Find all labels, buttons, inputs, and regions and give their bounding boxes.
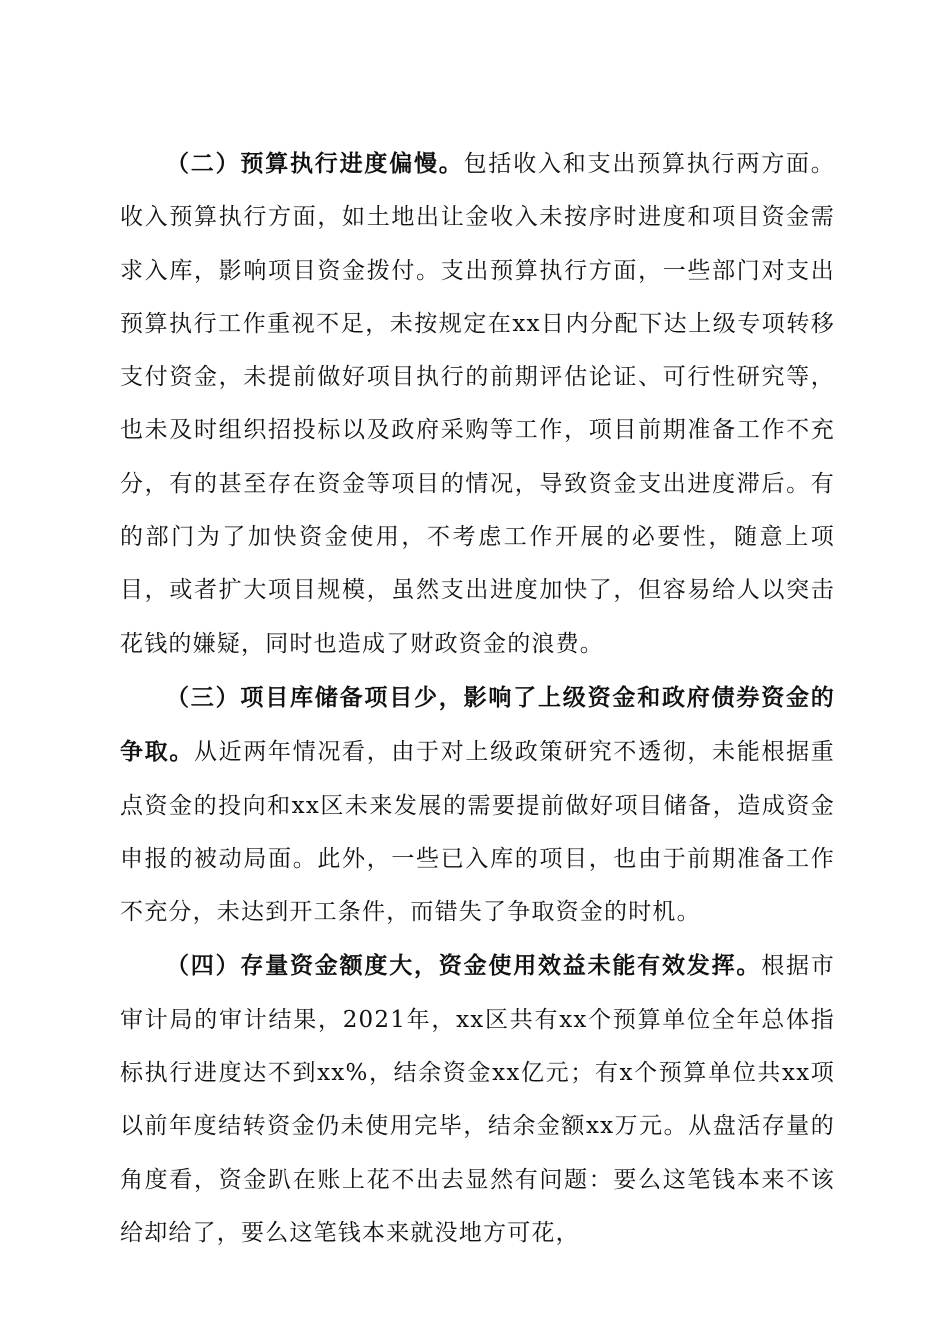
paragraph-text: 包括收入和支出预算执行两方面。收入预算执行方面，如土地出让金收入未按序时进度和项目资金需求入库，影响项目资金拨付。支出预算执行方面，一些部门对支出预算执行工作重视不足，未按规定在xx日内分配下达上级专项转移支付资金，未提前做好项目执行的前期评估论证、可行性研究等，也未及时组织招投标以及政府采购等工作，项目前期准备工作不充分，有的甚至存在资金等项目的情况，导致资金支出进度滞后。有的部门为了加快资金使用，不考虑工作开展的必要性，随意上项目，或者扩大项目规模，虽然支出进度加快了，但容易给人以突击花钱的嫌疑，同时也造成了财政资金的浪费。 <box>120 151 836 657</box>
document-body <box>120 137 835 1260</box>
paragraph-budget-execution <box>120 137 835 671</box>
paragraph-project-reserve <box>120 671 835 939</box>
paragraph-text: 根据市审计局的审计结果，2021年，xx区共有xx个预算单位全年总体指标执行进度达不到xx%，结余资金xx亿元；有x个预算单位共xx项以前年度结转资金仍未使用完毕，结余金额xx万元。从盘活存量的角度看，资金趴在账上花不出去显然有问题：要么这笔钱本来不该给却给了，要么这笔钱本来就没地方可花， <box>120 953 835 1246</box>
paragraph-heading: （二）预算执行进度偏慢。 <box>166 150 464 177</box>
paragraph-heading: （三）项目库储备项目少，影响了上级资金和政府债券资金的争取。 <box>120 683 835 766</box>
paragraph-idle-funds <box>120 939 835 1260</box>
paragraph-text: 从近两年情况看，由于对上级政策研究不透彻，未能根据重点资金的投向和xx区未来发展的需要提前做好项目储备，造成资金申报的被动局面。此外，一些已入库的项目，也由于前期准备工作不充分，未达到开工条件，而错失了争取资金的时机。 <box>120 739 835 926</box>
paragraph-heading: （四）存量资金额度大，资金使用效益未能有效发挥。 <box>166 952 762 980</box>
